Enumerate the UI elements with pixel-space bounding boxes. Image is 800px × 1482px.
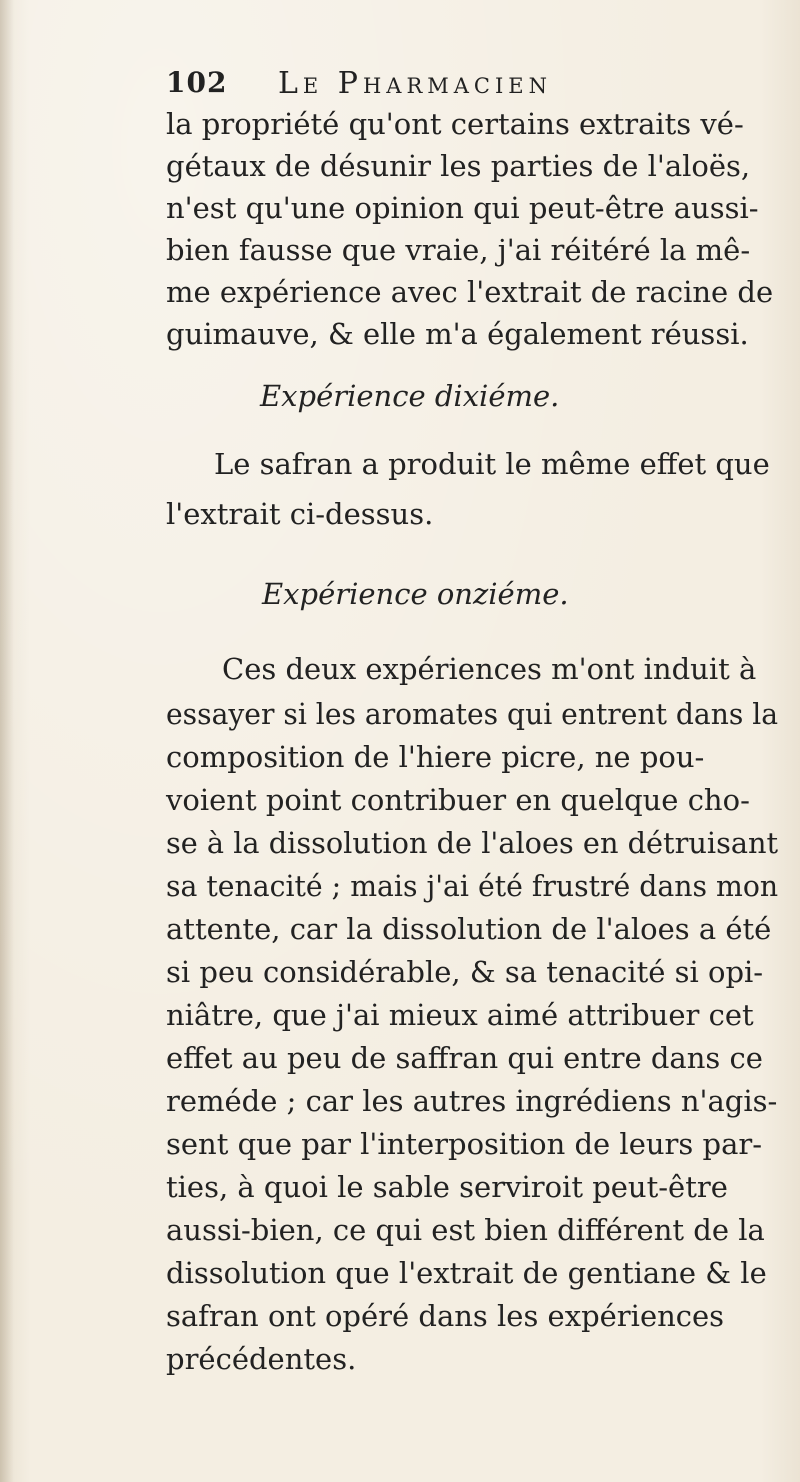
text-line: safran ont opéré dans les expériences: [166, 1299, 725, 1333]
text-line: Ces deux expériences m'ont induit à: [222, 652, 757, 686]
text-line: sent que par l'interposition de leurs par-: [166, 1127, 763, 1161]
text-line: effet au peu de saffran qui entre dans ce: [166, 1041, 763, 1075]
text-line: composition de l'hiere picre, ne pou-: [166, 740, 705, 774]
text-line: attente, car la dissolution de l'aloes a été: [166, 912, 772, 946]
section-heading: Expérience dixiéme.: [260, 379, 560, 413]
text-line: la propriété qu'ont certains extraits vé-: [166, 107, 744, 141]
text-line: précédentes.: [166, 1342, 357, 1376]
gutter-shadow: [0, 0, 14, 1482]
page-header: [166, 66, 726, 106]
text-line: bien fausse que vraie, j'ai réitéré la mê-: [166, 233, 751, 267]
text-line: reméde ; car les autres ingrédiens n'agis-: [166, 1084, 778, 1118]
text-line: me expérience avec l'extrait de racine de: [166, 275, 774, 309]
text-line: niâtre, que j'ai mieux aimé attribuer cet: [166, 998, 754, 1032]
text-line: n'est qu'une opinion qui peut-être aussi-: [166, 191, 759, 225]
section-heading: Expérience onziéme.: [262, 577, 569, 611]
text-line: si peu considérable, & sa tenacité si opi-: [166, 955, 764, 989]
text-line: guimauve, & elle m'a également réussi.: [166, 317, 749, 351]
text-line: aussi-bien, ce qui est bien différent de la: [166, 1213, 765, 1247]
page-number: 102: [166, 66, 228, 99]
text-line: Le safran a produit le même effet que: [214, 447, 770, 481]
text-line: dissolution que l'extrait de gentiane & le: [166, 1256, 767, 1290]
text-line: essayer si les aromates qui entrent dans la: [166, 697, 779, 731]
text-line: l'extrait ci-dessus.: [166, 497, 434, 531]
text-line: voient point contribuer en quelque cho-: [166, 783, 750, 817]
running-title: Le Pharmacien: [278, 66, 552, 101]
text-line: ties, à quoi le sable serviroit peut-être: [166, 1170, 728, 1204]
text-line: sa tenacité ; mais j'ai été frustré dans mon: [166, 869, 779, 903]
text-line: se à la dissolution de l'aloes en détruisant: [166, 826, 779, 860]
text-line: gétaux de désunir les parties de l'aloës,: [166, 149, 751, 183]
